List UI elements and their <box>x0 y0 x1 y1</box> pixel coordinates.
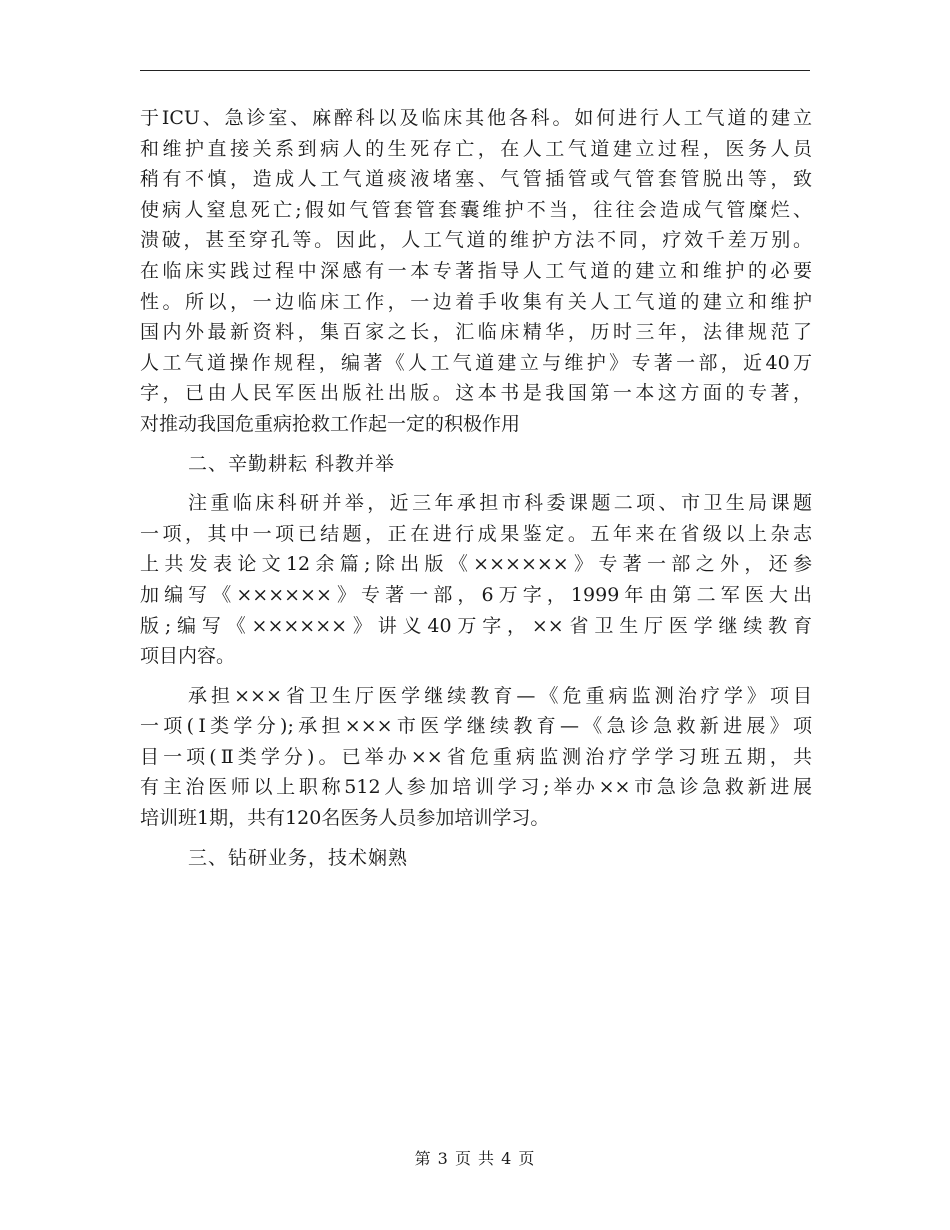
text-line: 在临床实践过程中深感有一本专著指导人工气道的建立和维护的必要 <box>140 259 812 282</box>
section-heading-text: 二、辛勤耕耘 科教并举 <box>188 452 396 475</box>
text-line: 一项(Ⅰ类学分);承担×××市医学继续教育—《急诊急救新进展》项 <box>140 715 812 738</box>
text-line: 稍有不慎，造成人工气道痰液堵塞、气管插管或气管套管脱出等，致 <box>140 168 812 191</box>
text-line: 版;编写《××××××》讲义40万字，××省卫生厅医学继续教育 <box>140 614 812 637</box>
text-line: 于ICU、急诊室、麻醉科以及临床其他各科。如何进行人工气道的建立 <box>140 107 812 129</box>
text-line: 承担×××省卫生厅医学继续教育—《危重病监测治疗学》项目 <box>188 684 812 707</box>
text-line: 有主治医师以上职称512人参加培训学习;举办××市急诊急救新进展 <box>140 776 812 799</box>
text-line: 目一项(Ⅱ类学分)。已举办××省危重病监测治疗学学习班五期，共 <box>140 745 812 768</box>
page-footer: 第 3 页 共 4 页 <box>414 1149 536 1168</box>
text-line: 一项，其中一项已结题，正在进行成果鉴定。五年来在省级以上杂志 <box>140 522 812 545</box>
text-line: 性。所以，一边临床工作，一边着手收集有关人工气道的建立和维护 <box>140 290 812 313</box>
text-line: 溃破，甚至穿孔等。因此，人工气道的维护方法不同，疗效千差万别。 <box>140 229 812 252</box>
text-line: 注重临床科研并举，近三年承担市科委课题二项、市卫生局课题 <box>188 492 812 515</box>
text-line: 上共发表论文12余篇;除出版《××××××》专著一部之外，还参 <box>140 553 812 576</box>
paragraph <box>140 103 812 440</box>
text-line: 加编写《××××××》专著一部，6万字，1999年由第二军医大出 <box>140 583 812 606</box>
paragraph <box>140 681 812 834</box>
text-line: 使病人窒息死亡;假如气管套管套囊维护不当，往往会造成气管糜烂、 <box>140 198 812 221</box>
section-heading-text: 三、钻研业务，技术娴熟 <box>188 846 409 869</box>
header-rule <box>140 70 810 71</box>
section-heading <box>140 843 812 874</box>
text-line: 对推动我国危重病抢救工作起一定的积极作用 <box>140 412 521 435</box>
section-heading <box>140 449 812 480</box>
text-line: 字，已由人民军医出版社出版。这本书是我国第一本这方面的专著， <box>140 382 812 405</box>
text-line: 培训班1期，共有120名医务人员参加培训学习。 <box>140 807 550 830</box>
text-line: 和维护直接关系到病人的生死存亡，在人工气道建立过程，医务人员 <box>140 137 812 160</box>
body-text <box>140 103 812 882</box>
text-line: 项目内容。 <box>140 645 236 668</box>
text-line: 国内外最新资料，集百家之长，汇临床精华，历时三年，法律规范了 <box>140 321 812 344</box>
paragraph <box>140 488 812 672</box>
text-line: 人工气道操作规程，编著《人工气道建立与维护》专著一部，近40万 <box>140 351 812 374</box>
